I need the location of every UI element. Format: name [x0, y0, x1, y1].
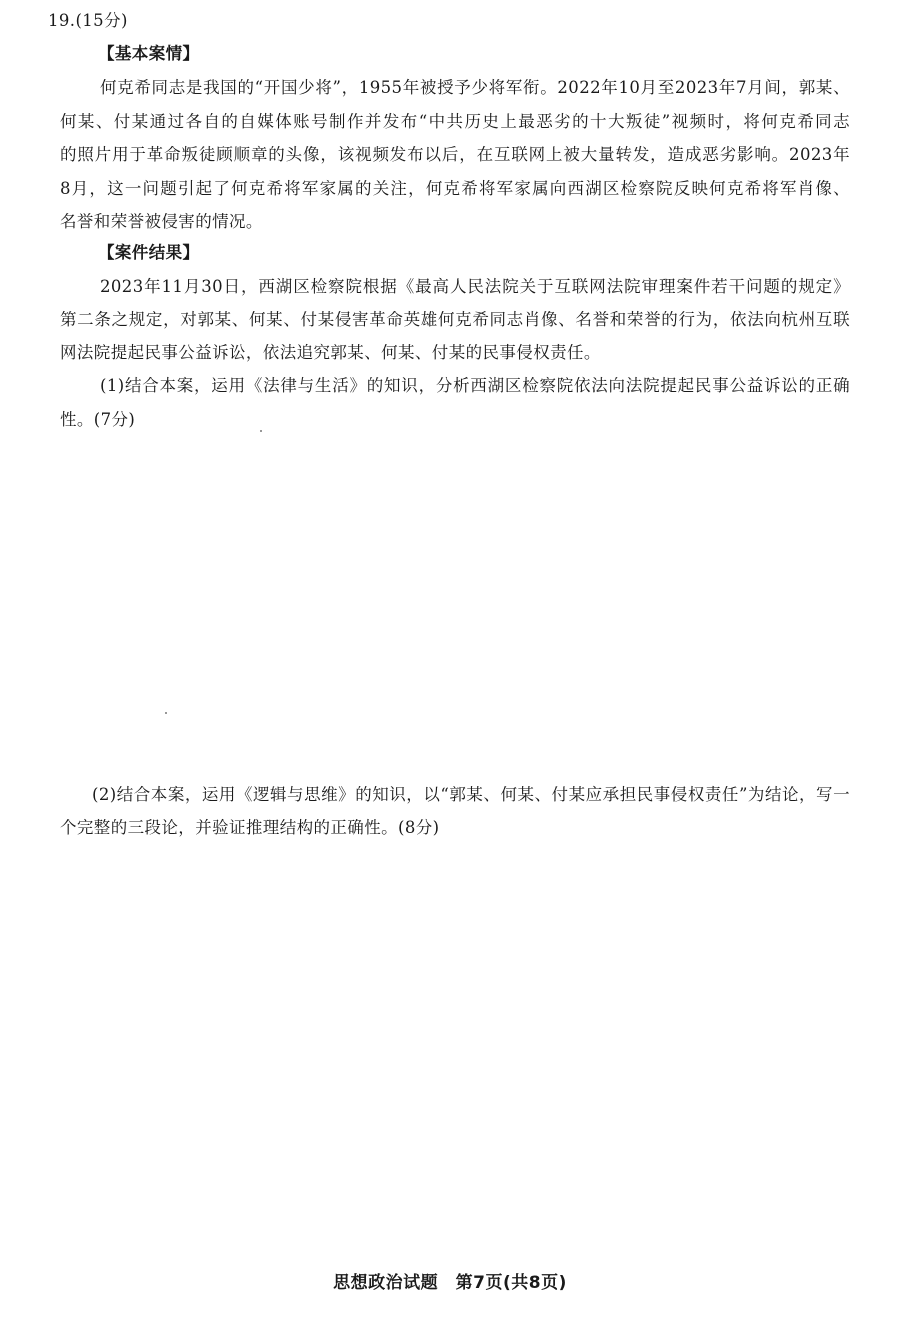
case-result-line: 网法院提起民事公益诉讼，依法追究郭某、何某、付某的民事侵权责任。 — [60, 343, 601, 362]
basic-case-line: 的照片用于革命叛徒顾顺章的头像，该视频发布以后，在互联网上被大量转发，造成恶劣影响。2023年 — [60, 145, 850, 164]
basic-case-heading: 【基本案情】 — [98, 44, 200, 63]
page-footer: 思想政治试题 第7页(共8页) — [333, 1273, 567, 1293]
basic-case-line: 何某、付某通过各自的自媒体账号制作并发布“中共历史上最恶劣的十大叛徒”视频时，将何克希同志 — [60, 112, 850, 131]
basic-case-line: 名誉和荣誉被侵害的情况。 — [60, 212, 263, 231]
case-result-heading: 【案件结果】 — [98, 243, 200, 262]
sub-question-2-line: 个完整的三段论，并验证推理结构的正确性。(8分) — [60, 818, 440, 837]
question-number: 19.(15分) — [48, 11, 128, 30]
basic-case-line: 何克希同志是我国的“开国少将”，1955年被授予少将军衔。2022年10月至2023年7月间，郭某、 — [100, 78, 850, 97]
sub-question-1-line: (1)结合本案，运用《法律与生活》的知识，分析西湖区检察院依法向法院提起民事公益诉讼的正确 — [100, 376, 850, 395]
case-result-line: 2023年11月30日，西湖区检察院根据《最高人民法院关于互联网法院审理案件若干问题的规定》 — [100, 277, 850, 296]
scan-speck — [260, 430, 262, 432]
scan-speck — [165, 712, 167, 714]
basic-case-line: 8月，这一问题引起了何克希将军家属的关注，何克希将军家属向西湖区检察院反映何克希将军肖像、 — [60, 179, 850, 198]
case-result-line: 第二条之规定，对郭某、何某、付某侵害革命英雄何克希同志肖像、名誉和荣誉的行为，依法向杭州互联 — [60, 310, 850, 329]
sub-question-1-line: 性。(7分) — [60, 410, 136, 429]
sub-question-2-line: (2)结合本案，运用《逻辑与思维》的知识，以“郭某、何某、付某应承担民事侵权责任”为结论，写一 — [92, 785, 850, 804]
